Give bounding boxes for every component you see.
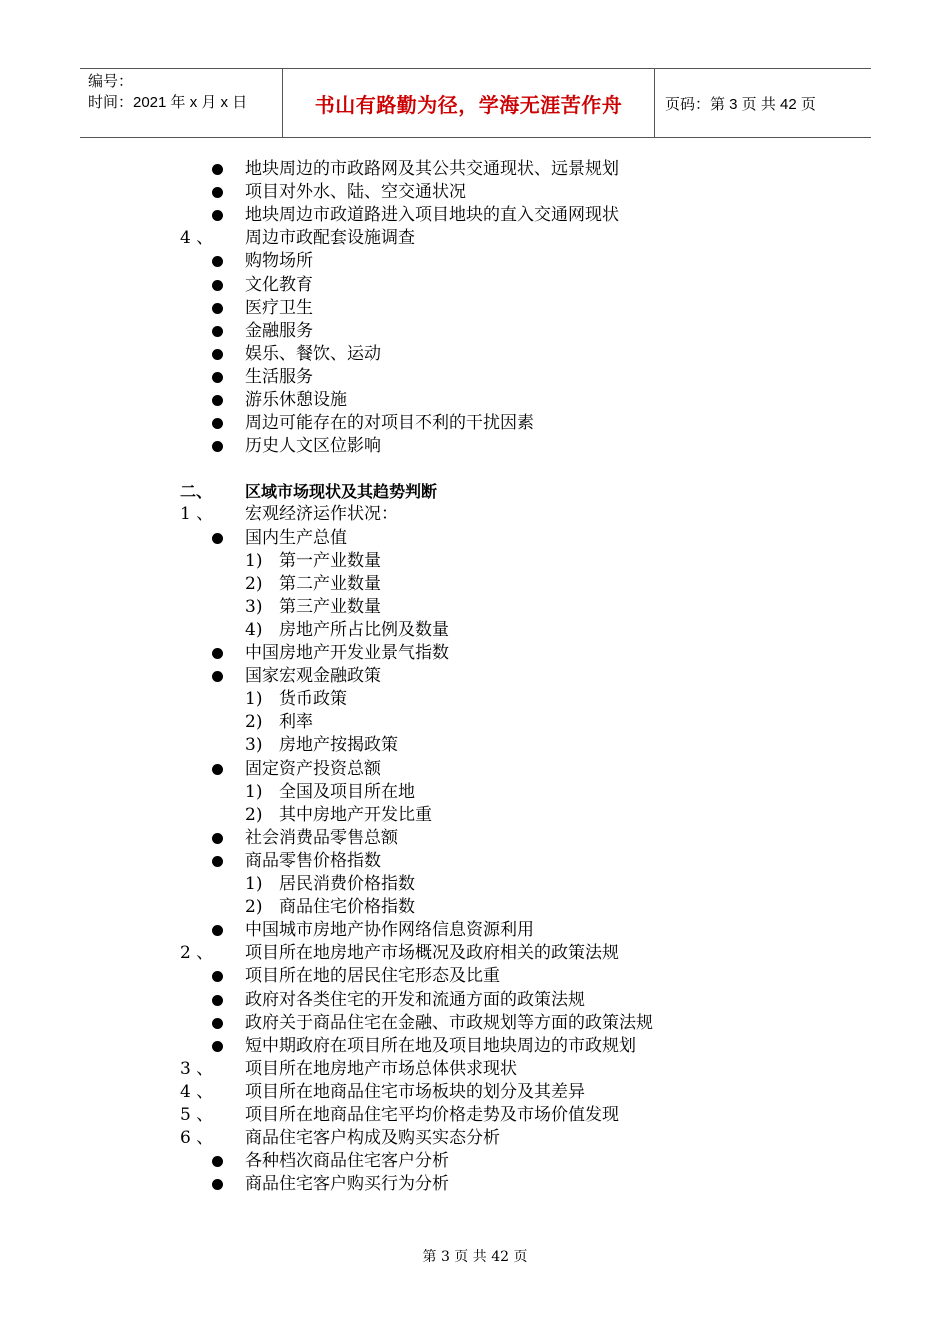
- numbered-item: [0, 1127, 950, 1150]
- bullet-dot-icon: [212, 441, 223, 452]
- bullet-item: [0, 527, 950, 550]
- numbered-item: [0, 1058, 950, 1081]
- bullet-item: [0, 343, 950, 366]
- header-motto: 书山有路勤为径，学海无涯苦作舟: [282, 69, 655, 137]
- sub-item: [0, 734, 950, 757]
- bullet-dot-icon: [212, 925, 223, 936]
- bullet-text: 政府关于商品住宅在金融、市政规划等方面的政策法规: [245, 1012, 653, 1033]
- bullet-dot-icon: [212, 648, 223, 659]
- bullet-text: 国家宏观金融政策: [245, 666, 381, 687]
- numbered-item: [0, 227, 950, 250]
- bullet-text: 娱乐、餐饮、运动: [245, 343, 381, 364]
- bullet-text: 短中期政府在项目所在地及项目地块周边的市政规划: [245, 1035, 636, 1056]
- bullet-item: [0, 665, 950, 688]
- item-text: 周边市政配套设施调查: [245, 228, 415, 249]
- sub-item: [0, 596, 950, 619]
- sub-item: [0, 896, 950, 919]
- item-number: 4 、: [180, 1081, 214, 1102]
- bullet-text: 医疗卫生: [245, 297, 313, 318]
- sub-item-number: 1): [245, 550, 263, 571]
- bullet-dot-icon: [212, 1041, 223, 1052]
- sub-item: [0, 550, 950, 573]
- bullet-dot-icon: [212, 856, 223, 867]
- page-footer: 第 3 页 共 42 页: [422, 1249, 528, 1265]
- bullet-item: [0, 204, 950, 227]
- item-text: 宏观经济运作状况：: [245, 504, 398, 525]
- bullet-text: 历史人文区位影响: [245, 436, 381, 457]
- sub-item: [0, 688, 950, 711]
- bullet-item: [0, 1173, 950, 1196]
- bullet-text: 游乐休憩设施: [245, 390, 347, 410]
- document-number-label: 编号：: [88, 73, 134, 90]
- bullet-text: 社会消费品零售总额: [245, 827, 398, 848]
- bullet-item: [0, 850, 950, 873]
- bullet-dot-icon: [212, 280, 223, 291]
- sub-item-text: 第三产业数量: [279, 596, 381, 617]
- header-meta: [80, 69, 282, 137]
- bullet-item: [0, 320, 950, 343]
- item-number: 4 、: [180, 228, 214, 249]
- numbered-item: [0, 942, 950, 965]
- bullet-text: 固定资产投资总额: [245, 758, 381, 779]
- bullet-item: [0, 989, 950, 1012]
- sub-item-number: 1): [245, 781, 263, 802]
- bullet-text: 地块周边的市政路网及其公共交通现状、远景规划: [245, 159, 619, 179]
- item-number: 3 、: [180, 1058, 214, 1079]
- item-number: 5 、: [180, 1105, 214, 1125]
- bullet-dot-icon: [212, 303, 223, 314]
- bullet-item: [0, 250, 950, 273]
- numbered-item: [0, 1081, 950, 1104]
- sub-item-text: 居民消费价格指数: [279, 874, 415, 894]
- sub-item-number: 1): [245, 874, 263, 894]
- bullet-text: 金融服务: [245, 320, 313, 341]
- bullet-item: [0, 274, 950, 297]
- bullet-dot-icon: [212, 671, 223, 682]
- sub-item-number: 1): [245, 689, 263, 710]
- item-text: 项目所在地房地产市场总体供求现状: [245, 1058, 517, 1079]
- bullet-text: 商品零售价格指数: [245, 850, 381, 871]
- item-number: 二、: [180, 482, 213, 502]
- bullet-item: [0, 1035, 950, 1058]
- bullet-dot-icon: [212, 1179, 223, 1190]
- bullet-item: [0, 919, 950, 942]
- bullet-text: 商品住宅客户购买行为分析: [245, 1174, 449, 1195]
- bullet-item: [0, 158, 950, 181]
- bullet-text: 地块周边市政道路进入项目地块的直入交通网现状: [245, 205, 619, 226]
- item-number: 6 、: [180, 1128, 214, 1149]
- bullet-item: [0, 1012, 950, 1035]
- item-number: 1 、: [180, 504, 214, 525]
- sub-item-text: 全国及项目所在地: [279, 781, 415, 802]
- bullet-dot-icon: [212, 764, 223, 775]
- bullet-dot-icon: [212, 833, 223, 844]
- page-header: [80, 68, 871, 138]
- sub-item-text: 商品住宅价格指数: [279, 897, 415, 918]
- sub-item-number: 3): [245, 735, 263, 756]
- bullet-text: 购物场所: [245, 251, 313, 272]
- bullet-item: [0, 965, 950, 988]
- bullet-dot-icon: [212, 418, 223, 429]
- item-number: 2 、: [180, 943, 214, 964]
- bullet-dot-icon: [212, 1018, 223, 1029]
- sub-item: [0, 573, 950, 596]
- section-heading: [0, 480, 950, 503]
- bullet-dot-icon: [212, 395, 223, 406]
- item-text: 商品住宅客户构成及购买实态分析: [245, 1128, 500, 1149]
- bullet-item: [0, 642, 950, 665]
- bullet-text: 中国城市房地产协作网络信息资源利用: [245, 920, 534, 941]
- bullet-dot-icon: [212, 372, 223, 383]
- numbered-item: [0, 503, 950, 526]
- bullet-dot-icon: [212, 971, 223, 982]
- bullet-text: 生活服务: [245, 366, 313, 387]
- header-page-number: 页码：第 3 页 共 42 页: [665, 95, 816, 113]
- sub-item-text: 货币政策: [279, 689, 347, 710]
- numbered-item: [0, 1104, 950, 1127]
- bullet-item: [0, 827, 950, 850]
- bullet-item: [0, 297, 950, 320]
- bullet-text: 中国房地产开发业景气指数: [245, 643, 449, 663]
- sub-item: [0, 804, 950, 827]
- sub-item-number: 2): [245, 804, 263, 825]
- sub-item: [0, 711, 950, 734]
- bullet-dot-icon: [212, 210, 223, 221]
- bullet-dot-icon: [212, 995, 223, 1006]
- bullet-text: 项目对外水、陆、空交通状况: [245, 182, 466, 203]
- bullet-text: 政府对各类住宅的开发和流通方面的政策法规: [245, 989, 585, 1010]
- bullet-item: [0, 366, 950, 389]
- bullet-text: 周边可能存在的对项目不利的干扰因素: [245, 413, 534, 434]
- item-text: 区域市场现状及其趋势判断: [245, 482, 438, 502]
- sub-item-number: 2): [245, 897, 263, 918]
- bullet-item: [0, 758, 950, 781]
- sub-item-text: 其中房地产开发比重: [279, 804, 432, 825]
- bullet-dot-icon: [212, 349, 223, 360]
- sub-item-text: 房地产所占比例及数量: [279, 619, 449, 640]
- bullet-item: [0, 412, 950, 435]
- bullet-dot-icon: [212, 326, 223, 337]
- bullet-text: 各种档次商品住宅客户分析: [245, 1151, 449, 1172]
- sub-item: [0, 619, 950, 642]
- sub-item-number: 2): [245, 712, 263, 733]
- bullet-text: 文化教育: [245, 274, 313, 295]
- bullet-text: 项目所在地的居民住宅形态及比重: [245, 966, 500, 987]
- bullet-item: [0, 1150, 950, 1173]
- sub-item-text: 第二产业数量: [279, 573, 381, 594]
- bullet-dot-icon: [212, 187, 223, 198]
- bullet-dot-icon: [212, 256, 223, 267]
- bullet-dot-icon: [212, 1156, 223, 1167]
- sub-item-text: 房地产按揭政策: [279, 735, 398, 756]
- sub-item-number: 4): [245, 619, 263, 640]
- sub-item: [0, 781, 950, 804]
- bullet-item: [0, 389, 950, 412]
- sub-item-text: 利率: [279, 712, 313, 733]
- item-text: 项目所在地房地产市场概况及政府相关的政策法规: [245, 943, 619, 964]
- bullet-item: [0, 181, 950, 204]
- item-text: 项目所在地商品住宅市场板块的划分及其差异: [245, 1081, 585, 1102]
- sub-item-number: 3): [245, 596, 263, 617]
- bullet-item: [0, 435, 950, 458]
- sub-item: [0, 873, 950, 896]
- document-date-label: 时间：2021 年 x 月 x 日: [88, 94, 248, 111]
- bullet-dot-icon: [212, 164, 223, 175]
- bullet-text: 国内生产总值: [245, 527, 347, 548]
- sub-item-text: 第一产业数量: [279, 550, 381, 571]
- sub-item-number: 2): [245, 573, 263, 594]
- item-text: 项目所在地商品住宅平均价格走势及市场价值发现: [245, 1105, 619, 1125]
- bullet-dot-icon: [212, 533, 223, 544]
